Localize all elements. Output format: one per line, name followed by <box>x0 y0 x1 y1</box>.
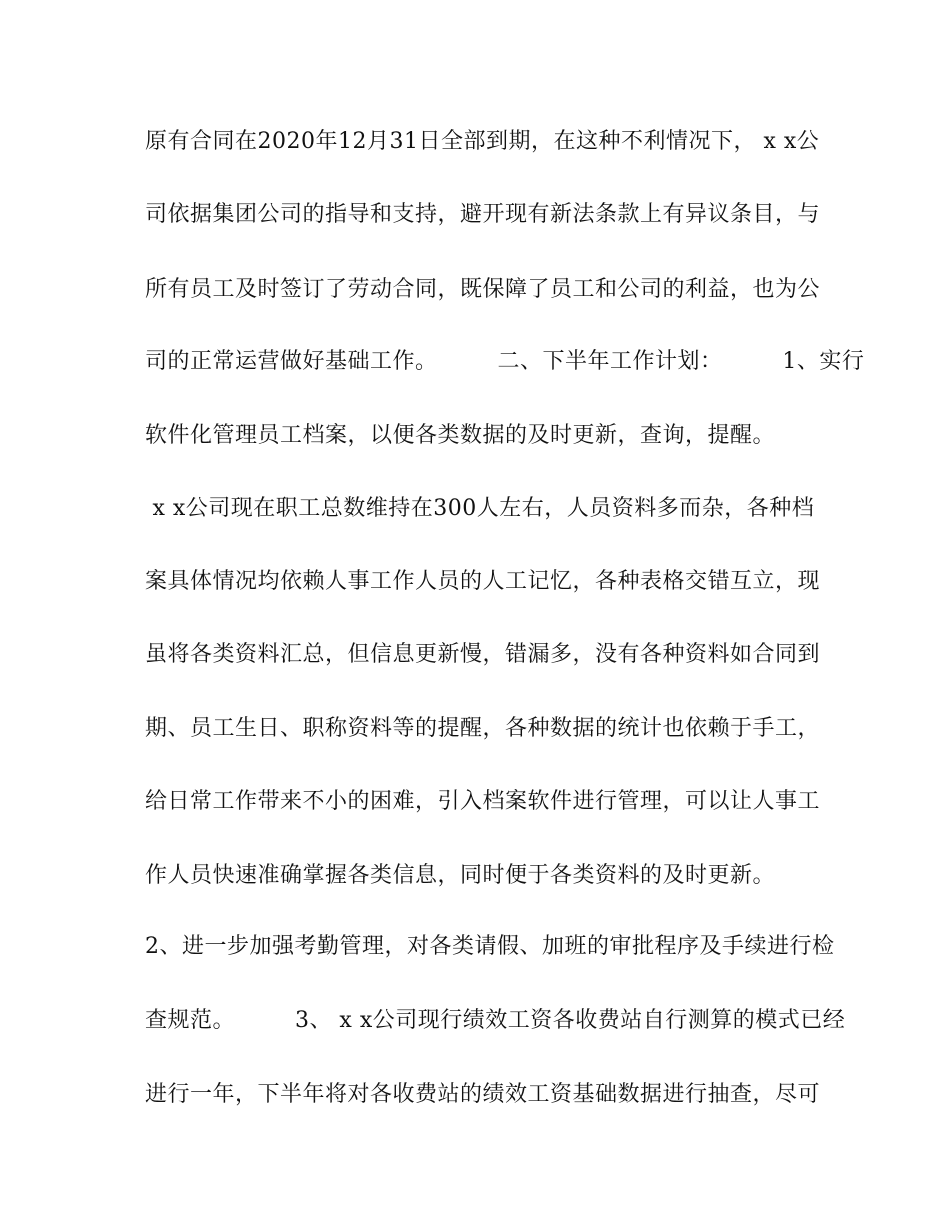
text-line: 查规范。 3、 x x公司现行绩效工资各收费站自行测算的模式已经 <box>145 1008 846 1033</box>
text-line: 虽将各类资料汇总，但信息更新慢，错漏多，没有各种资料如合同到 <box>145 642 821 667</box>
text-line: 进行一年，下半年将对各收费站的绩效工资基础数据进行抽查，尽可 <box>145 1082 821 1107</box>
text-line: 原有合同在2020年12月31日全部到期，在这种不利情况下， x x公 <box>145 129 820 154</box>
text-line: 软件化管理员工档案，以便各类数据的及时更新，查询，提醒。 <box>145 423 776 448</box>
text-line: 案具体情况均依赖人事工作人员的人工记忆，各种表格交错互立，现 <box>145 569 821 594</box>
text-line: 给日常工作带来不小的困难，引入档案软件进行管理，可以让人事工 <box>145 789 821 814</box>
text-line: 司依据集团公司的指导和支持，避开现有新法条款上有异议条目，与 <box>145 202 821 227</box>
text-line: 2、进一步加强考勤管理，对各类请假、加班的审批程序及手续进行检 <box>145 934 835 959</box>
text-line: 期、员工生日、职称资料等的提醒，各种数据的统计也依赖于手工， <box>145 716 821 741</box>
text-line: 作人员快速准确掌握各类信息，同时便于各类资料的及时更新。 <box>145 863 776 888</box>
text-line: 所有员工及时签订了劳动合同，既保障了员工和公司的利益，也为公 <box>145 277 821 302</box>
text-line: x x公司现在职工总数维持在300人左右，人员资料多而杂，各种档 <box>145 496 815 521</box>
text-line: 司的正常运营做好基础工作。 二、下半年工作计划： 1、实行 <box>145 349 865 374</box>
